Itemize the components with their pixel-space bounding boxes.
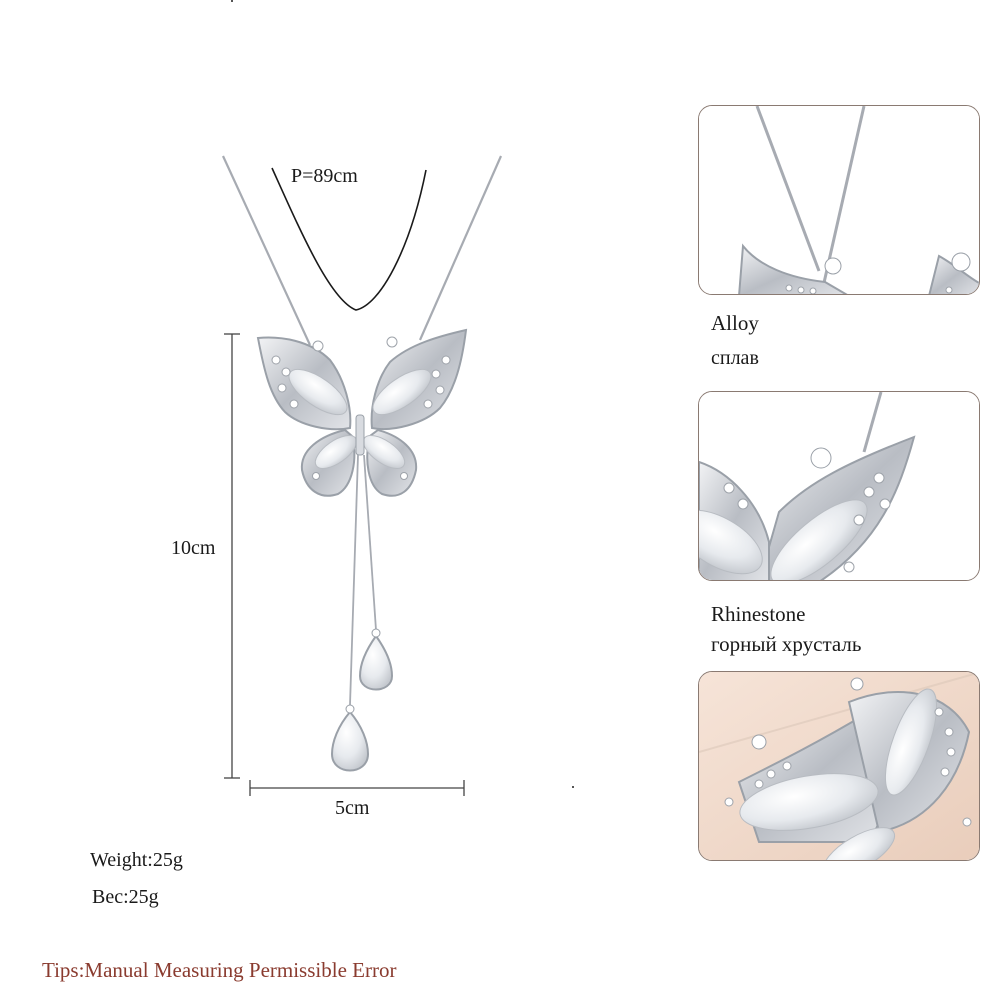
material-label-alloy-ru: сплав xyxy=(711,347,759,369)
width-dimension-line xyxy=(250,780,464,796)
weight-label-ru: Bec:25g xyxy=(92,886,159,908)
height-dimension-line xyxy=(224,334,240,778)
height-label: 10cm xyxy=(171,537,216,559)
material-label-rhinestone-ru: горный хрусталь xyxy=(711,632,862,656)
detail-panel-wing xyxy=(698,391,980,581)
material-label-alloy-en: Alloy xyxy=(711,311,759,335)
width-label: 5cm xyxy=(335,797,370,819)
material-label-rhinestone-en: Rhinestone xyxy=(711,602,806,626)
butterfly-pendant xyxy=(258,330,466,771)
weight-label-en: Weight:25g xyxy=(90,849,183,871)
detail-panel-lifestyle xyxy=(698,671,980,861)
detail-panel-chain xyxy=(698,105,980,295)
chain-length-label: P=89cm xyxy=(291,165,358,187)
tips-note: Tips:Manual Measuring Permissible Error xyxy=(42,958,397,982)
